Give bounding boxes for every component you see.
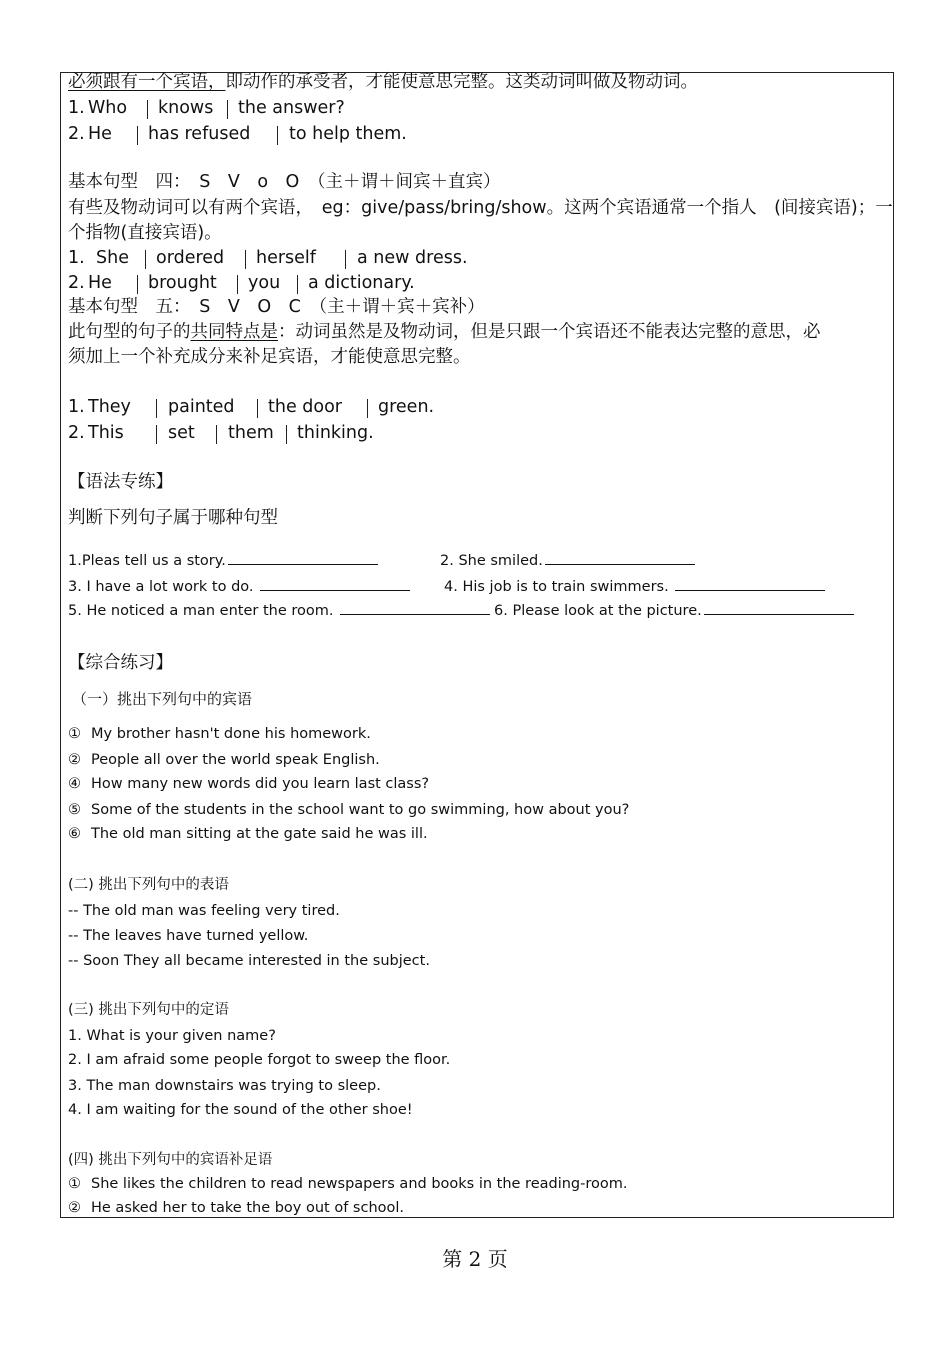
pattern4-example-1 xyxy=(68,250,518,270)
part1-item xyxy=(68,827,428,842)
item-text: My brother hasn't done his homework. xyxy=(91,726,371,742)
pattern5-example-2 xyxy=(68,425,518,445)
verb-cell: painted xyxy=(168,397,235,417)
p5-desc-underlined: 共同特点是 xyxy=(190,322,278,342)
part4-item xyxy=(68,1177,628,1192)
cell-divider xyxy=(227,100,228,119)
pattern5-desc-line2: 须加上一个补充成分来补足宾语，才能使意思完整。 xyxy=(68,347,471,367)
verb-cell: ordered xyxy=(156,248,225,268)
cell-divider xyxy=(156,399,157,418)
answer-blank[interactable] xyxy=(704,601,854,615)
content-frame xyxy=(60,72,894,1218)
complement-cell: green. xyxy=(378,397,435,417)
example-number: 2. xyxy=(68,273,85,293)
part2-item: -- The old man was feeling very tired. xyxy=(68,903,340,919)
item-text: Some of the students in the school want to go swimming, how about you? xyxy=(91,802,630,818)
pattern5-heading: 基本句型 五： S V O C （主＋谓＋宾＋宾补） xyxy=(68,297,485,317)
item-text: The old man sitting at the gate said he was ill. xyxy=(91,826,428,842)
cell-divider xyxy=(216,425,217,444)
example-number: 1. xyxy=(68,248,85,268)
complement-cell: thinking. xyxy=(297,423,374,443)
cell-divider xyxy=(237,275,238,294)
subject-cell: He xyxy=(88,273,112,293)
part3-heading: (三) 挑出下列句中的定语 xyxy=(68,1002,229,1018)
pattern5-desc-line1 xyxy=(68,324,821,342)
direct-object-cell: a new dress. xyxy=(357,248,468,268)
object-cell: the door xyxy=(268,397,342,417)
subject-cell: He xyxy=(88,124,112,144)
subject-cell: They xyxy=(88,397,131,417)
comprehensive-title: 【综合练习】 xyxy=(68,653,173,673)
p5-desc-end: ：动词虽然是及物动词，但是只跟一个宾语还不能表达完整的意思，必 xyxy=(278,322,821,342)
part3-item: 2. I am afraid some people forgot to sweep the floor. xyxy=(68,1052,451,1068)
example-number: 1. xyxy=(68,98,85,118)
item-marker: ① xyxy=(68,1176,81,1192)
item-text: He asked her to take the boy out of school. xyxy=(91,1200,405,1216)
drill-item-4 xyxy=(444,577,825,595)
answer-blank[interactable] xyxy=(340,601,490,615)
indirect-object-cell: you xyxy=(248,273,281,293)
drill-item-3 xyxy=(68,577,410,595)
part1-item xyxy=(68,753,380,768)
part1-item xyxy=(68,777,429,792)
intro-rest: 即动作的承受者，才能使意思完整。这类动词叫做及物动词。 xyxy=(225,72,698,92)
drill-item-6 xyxy=(494,601,854,619)
item-text: How many new words did you learn last class? xyxy=(91,776,430,792)
cell-divider xyxy=(257,399,258,418)
item-marker: ① xyxy=(68,726,81,742)
cell-divider xyxy=(367,399,368,418)
pattern4-desc-line1: 有些及物动词可以有两个宾语， eg：give/pass/bring/show。这两个宾语通常一个指人 (间接宾语)；一 xyxy=(68,198,893,218)
grammar-drill-title: 【语法专练】 xyxy=(68,472,173,492)
drill-item-2 xyxy=(440,551,695,569)
drill-item-text: 3. I have a lot work to do. xyxy=(68,579,254,595)
intro-underlined: 必须跟有一个宾语， xyxy=(68,72,226,92)
cell-divider xyxy=(145,250,146,269)
pattern3-example-1 xyxy=(68,100,468,120)
example-number: 2. xyxy=(68,423,85,443)
cell-divider xyxy=(147,100,148,119)
part1-heading: （一）挑出下列句中的宾语 xyxy=(72,690,253,708)
answer-blank[interactable] xyxy=(675,577,825,591)
intro-line xyxy=(68,74,698,92)
verb-cell: knows xyxy=(158,98,214,118)
verb-cell: has refused xyxy=(148,124,251,144)
cell-divider xyxy=(156,425,157,444)
indirect-object-cell: herself xyxy=(256,248,316,268)
grammar-drill-instruction: 判断下列句子属于哪种句型 xyxy=(68,508,278,528)
pattern4-example-2 xyxy=(68,275,518,295)
object-cell: to help them. xyxy=(289,124,407,144)
object-cell: them xyxy=(228,423,274,443)
part3-item: 1. What is your given name? xyxy=(68,1028,276,1044)
part3-item: 3. The man downstairs was trying to sleep. xyxy=(68,1078,381,1094)
item-text: People all over the world speak English. xyxy=(91,752,380,768)
part4-heading: (四) 挑出下列句中的宾语补足语 xyxy=(68,1152,273,1168)
item-text: She likes the children to read newspapers and books in the reading-room. xyxy=(91,1176,628,1192)
answer-blank[interactable] xyxy=(228,551,378,565)
drill-item-text: 5. He noticed a man enter the room. xyxy=(68,603,334,619)
cell-divider xyxy=(245,250,246,269)
verb-cell: set xyxy=(168,423,195,443)
item-marker: ⑥ xyxy=(68,826,81,842)
subject-cell: This xyxy=(88,423,124,443)
part3-item: 4. I am waiting for the sound of the other shoe! xyxy=(68,1102,413,1118)
cell-divider xyxy=(286,425,287,444)
part4-item xyxy=(68,1201,404,1216)
item-marker: ② xyxy=(68,752,81,768)
part2-item: -- Soon They all became interested in the subject. xyxy=(68,953,430,969)
cell-divider xyxy=(137,126,138,145)
subject-cell: Who xyxy=(88,98,128,118)
p5-desc-start: 此句型的句子的 xyxy=(68,322,191,342)
drill-item-text: 2. She smiled. xyxy=(440,553,543,569)
cell-divider xyxy=(277,126,278,145)
part1-item xyxy=(68,803,629,818)
cell-divider xyxy=(345,250,346,269)
page-number: 第 2 页 xyxy=(442,1247,508,1271)
item-marker: ② xyxy=(68,1200,81,1216)
answer-blank[interactable] xyxy=(260,577,410,591)
object-cell: the answer? xyxy=(238,98,345,118)
drill-item-text: 4. His job is to train swimmers. xyxy=(444,579,669,595)
part1-item xyxy=(68,727,371,742)
example-number: 1. xyxy=(68,397,85,417)
subject-cell: She xyxy=(96,248,129,268)
pattern3-example-2 xyxy=(68,126,468,146)
answer-blank[interactable] xyxy=(545,551,695,565)
item-marker: ④ xyxy=(68,776,81,792)
drill-item-5 xyxy=(68,601,490,619)
example-number: 2. xyxy=(68,124,85,144)
verb-cell: brought xyxy=(148,273,217,293)
drill-item-text: 1.Pleas tell us a story. xyxy=(68,553,226,569)
cell-divider xyxy=(297,275,298,294)
pattern4-heading: 基本句型 四： S V o O （主＋谓＋间宾＋直宾） xyxy=(68,172,501,192)
pattern5-example-1 xyxy=(68,399,518,419)
pattern4-desc-line2: 个指物(直接宾语)。 xyxy=(68,223,222,243)
cell-divider xyxy=(137,275,138,294)
part2-heading: (二) 挑出下列句中的表语 xyxy=(68,877,229,893)
direct-object-cell: a dictionary. xyxy=(308,273,415,293)
drill-item-1 xyxy=(68,551,378,569)
part2-item: -- The leaves have turned yellow. xyxy=(68,928,309,944)
item-marker: ⑤ xyxy=(68,802,81,818)
drill-item-text: 6. Please look at the picture. xyxy=(494,603,702,619)
